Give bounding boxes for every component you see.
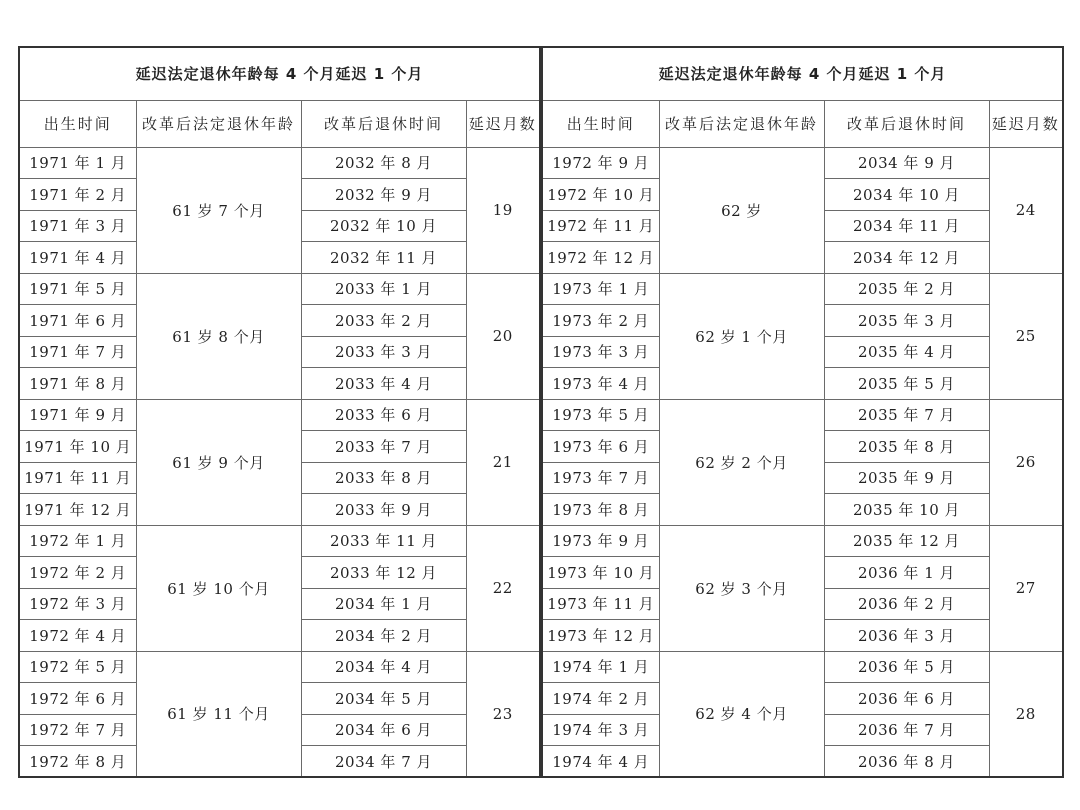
header-row (542, 100, 1063, 147)
retirement-time-cell: 2034 年 10 月 (824, 179, 989, 211)
birth-time-header: 出生时间 (19, 100, 136, 147)
birth-time-cell: 1974 年 3 月 (542, 714, 659, 746)
table-row (542, 273, 1063, 305)
birth-time-cell: 1974 年 1 月 (542, 651, 659, 683)
retirement-time-cell: 2033 年 2 月 (301, 305, 466, 337)
birth-time-cell: 1972 年 1 月 (19, 525, 136, 557)
delay-months-cell: 27 (989, 525, 1063, 651)
retirement-time-cell: 2035 年 4 月 (824, 336, 989, 368)
retirement-age-cell: 61 岁 10 个月 (136, 525, 301, 651)
table-title: 延迟法定退休年龄每 4 个月延迟 1 个月 (19, 47, 540, 100)
retirement-time-cell: 2036 年 2 月 (824, 588, 989, 620)
retirement-time-cell: 2035 年 9 月 (824, 462, 989, 494)
birth-time-cell: 1971 年 9 月 (19, 399, 136, 431)
birth-time-cell: 1971 年 8 月 (19, 368, 136, 400)
retirement-time-cell: 2036 年 3 月 (824, 620, 989, 652)
retirement-time-cell: 2035 年 7 月 (824, 399, 989, 431)
birth-time-cell: 1971 年 10 月 (19, 431, 136, 463)
retirement-time-cell: 2036 年 5 月 (824, 651, 989, 683)
retirement-age-cell: 61 岁 11 个月 (136, 651, 301, 777)
table-row (19, 651, 540, 683)
table-title: 延迟法定退休年龄每 4 个月延迟 1 个月 (542, 47, 1063, 100)
left-table (18, 46, 541, 778)
retirement-time-cell: 2034 年 12 月 (824, 242, 989, 274)
header-row (19, 100, 540, 147)
retirement-time-cell: 2036 年 6 月 (824, 683, 989, 715)
retirement-time-cell: 2034 年 7 月 (301, 746, 466, 778)
retirement-time-cell: 2033 年 3 月 (301, 336, 466, 368)
right-table (541, 46, 1064, 778)
retirement-time-cell: 2034 年 11 月 (824, 210, 989, 242)
birth-time-cell: 1973 年 5 月 (542, 399, 659, 431)
retirement-time-cell: 2034 年 1 月 (301, 588, 466, 620)
right-table-panel (541, 46, 1062, 776)
birth-time-cell: 1972 年 4 月 (19, 620, 136, 652)
delay-months-cell: 20 (466, 273, 540, 399)
retirement-time-cell: 2035 年 8 月 (824, 431, 989, 463)
table-row (542, 399, 1063, 431)
retirement-time-cell: 2032 年 9 月 (301, 179, 466, 211)
birth-time-cell: 1973 年 4 月 (542, 368, 659, 400)
birth-time-cell: 1973 年 3 月 (542, 336, 659, 368)
birth-time-cell: 1971 年 3 月 (19, 210, 136, 242)
birth-time-cell: 1972 年 10 月 (542, 179, 659, 211)
birth-time-cell: 1972 年 2 月 (19, 557, 136, 589)
birth-time-cell: 1971 年 11 月 (19, 462, 136, 494)
birth-time-cell: 1972 年 5 月 (19, 651, 136, 683)
retirement-time-cell: 2035 年 10 月 (824, 494, 989, 526)
retirement-age-cell: 61 岁 9 个月 (136, 399, 301, 525)
birth-time-cell: 1972 年 8 月 (19, 746, 136, 778)
birth-time-cell: 1971 年 2 月 (19, 179, 136, 211)
delay-months-cell: 28 (989, 651, 1063, 777)
birth-time-cell: 1971 年 12 月 (19, 494, 136, 526)
left-table-panel (18, 46, 539, 776)
birth-time-header: 出生时间 (542, 100, 659, 147)
retirement-time-cell: 2033 年 4 月 (301, 368, 466, 400)
table-row (542, 525, 1063, 557)
birth-time-cell: 1973 年 9 月 (542, 525, 659, 557)
delay-months-cell: 22 (466, 525, 540, 651)
title-row (542, 47, 1063, 100)
retirement-time-cell: 2035 年 3 月 (824, 305, 989, 337)
birth-time-cell: 1973 年 1 月 (542, 273, 659, 305)
table-row (19, 147, 540, 179)
delay-months-cell: 25 (989, 273, 1063, 399)
retirement-time-cell: 2036 年 1 月 (824, 557, 989, 589)
birth-time-cell: 1973 年 7 月 (542, 462, 659, 494)
retirement-age-cell: 62 岁 3 个月 (659, 525, 824, 651)
retirement-time-cell: 2033 年 12 月 (301, 557, 466, 589)
birth-time-cell: 1973 年 12 月 (542, 620, 659, 652)
birth-time-cell: 1971 年 1 月 (19, 147, 136, 179)
retirement-time-cell: 2033 年 1 月 (301, 273, 466, 305)
retirement-age-cell: 62 岁 2 个月 (659, 399, 824, 525)
retirement-time-cell: 2034 年 9 月 (824, 147, 989, 179)
birth-time-cell: 1972 年 9 月 (542, 147, 659, 179)
birth-time-cell: 1974 年 2 月 (542, 683, 659, 715)
retirement-time-cell: 2036 年 8 月 (824, 746, 989, 778)
retirement-time-cell: 2035 年 2 月 (824, 273, 989, 305)
table-row (542, 147, 1063, 179)
delay-months-header: 延迟月数 (466, 100, 540, 147)
retirement-time-cell: 2034 年 6 月 (301, 714, 466, 746)
birth-time-cell: 1971 年 4 月 (19, 242, 136, 274)
birth-time-cell: 1973 年 6 月 (542, 431, 659, 463)
retirement-age-cell: 61 岁 8 个月 (136, 273, 301, 399)
retirement-time-cell: 2034 年 2 月 (301, 620, 466, 652)
retirement-age-cell: 61 岁 7 个月 (136, 147, 301, 273)
table-row (19, 273, 540, 305)
retirement-age-cell: 62 岁 1 个月 (659, 273, 824, 399)
birth-time-cell: 1972 年 3 月 (19, 588, 136, 620)
delay-months-cell: 26 (989, 399, 1063, 525)
table-row (542, 651, 1063, 683)
retirement-time-cell: 2033 年 11 月 (301, 525, 466, 557)
retirement-age-header: 改革后法定退休年龄 (136, 100, 301, 147)
birth-time-cell: 1972 年 6 月 (19, 683, 136, 715)
birth-time-cell: 1973 年 2 月 (542, 305, 659, 337)
table-row (19, 399, 540, 431)
retirement-time-cell: 2034 年 5 月 (301, 683, 466, 715)
delay-months-cell: 24 (989, 147, 1063, 273)
birth-time-cell: 1971 年 7 月 (19, 336, 136, 368)
retirement-age-cell: 62 岁 (659, 147, 824, 273)
birth-time-cell: 1973 年 10 月 (542, 557, 659, 589)
retirement-age-cell: 62 岁 4 个月 (659, 651, 824, 777)
birth-time-cell: 1973 年 11 月 (542, 588, 659, 620)
title-row (19, 47, 540, 100)
birth-time-cell: 1972 年 7 月 (19, 714, 136, 746)
retirement-time-cell: 2034 年 4 月 (301, 651, 466, 683)
birth-time-cell: 1971 年 5 月 (19, 273, 136, 305)
birth-time-cell: 1971 年 6 月 (19, 305, 136, 337)
retirement-time-cell: 2032 年 8 月 (301, 147, 466, 179)
retirement-time-cell: 2032 年 11 月 (301, 242, 466, 274)
retirement-time-cell: 2033 年 7 月 (301, 431, 466, 463)
retirement-age-header: 改革后法定退休年龄 (659, 100, 824, 147)
retirement-time-header: 改革后退休时间 (301, 100, 466, 147)
retirement-time-cell: 2035 年 12 月 (824, 525, 989, 557)
retirement-time-cell: 2033 年 6 月 (301, 399, 466, 431)
delay-months-cell: 23 (466, 651, 540, 777)
delay-months-header: 延迟月数 (989, 100, 1063, 147)
birth-time-cell: 1973 年 8 月 (542, 494, 659, 526)
retirement-time-cell: 2032 年 10 月 (301, 210, 466, 242)
delay-months-cell: 19 (466, 147, 540, 273)
birth-time-cell: 1972 年 12 月 (542, 242, 659, 274)
birth-time-cell: 1972 年 11 月 (542, 210, 659, 242)
delay-months-cell: 21 (466, 399, 540, 525)
retirement-time-cell: 2036 年 7 月 (824, 714, 989, 746)
table-row (19, 525, 540, 557)
retirement-delay-table (18, 46, 1062, 776)
retirement-time-cell: 2035 年 5 月 (824, 368, 989, 400)
retirement-time-cell: 2033 年 8 月 (301, 462, 466, 494)
birth-time-cell: 1974 年 4 月 (542, 746, 659, 778)
retirement-time-cell: 2033 年 9 月 (301, 494, 466, 526)
retirement-time-header: 改革后退休时间 (824, 100, 989, 147)
